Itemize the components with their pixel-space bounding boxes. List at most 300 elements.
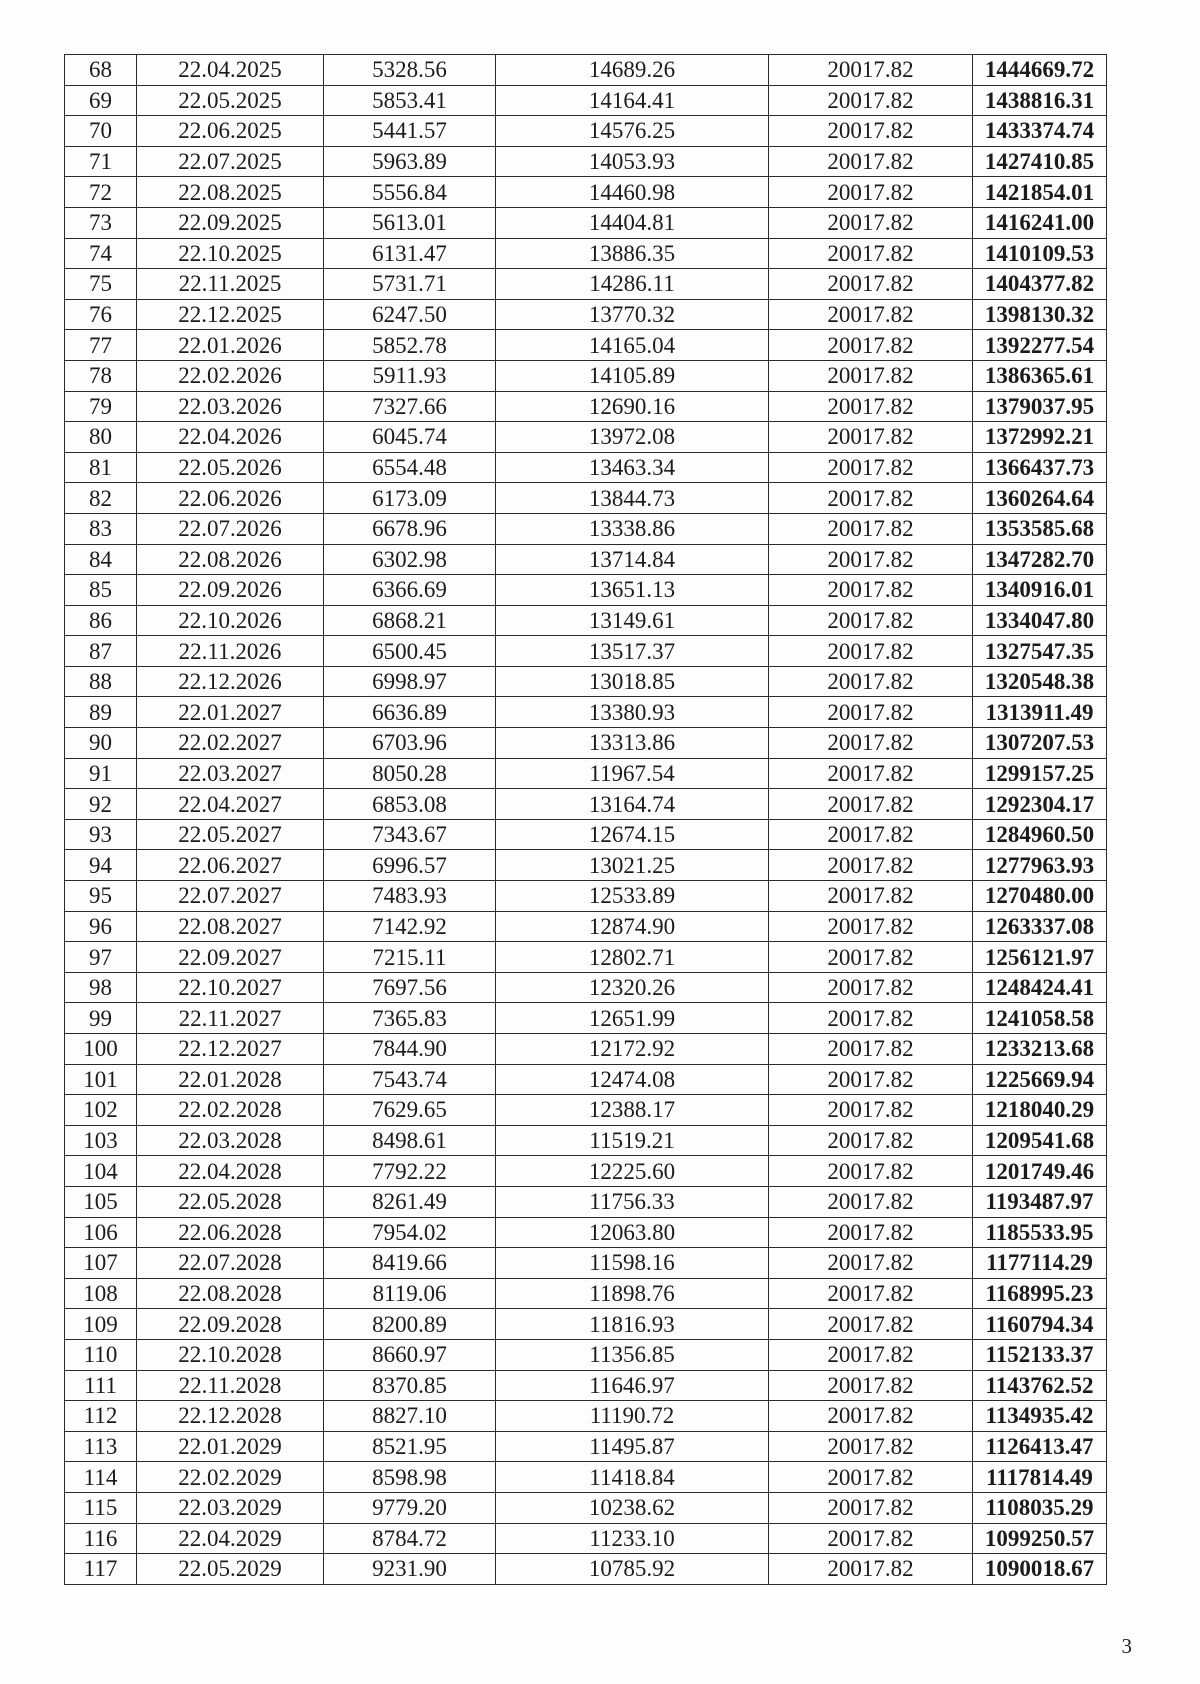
payment-total-cell: 20017.82 — [769, 1248, 973, 1279]
payment-date-cell: 22.07.2027 — [137, 881, 324, 912]
principal-amount-cell: 6996.57 — [324, 850, 496, 881]
payment-date-cell: 22.08.2025 — [137, 177, 324, 208]
interest-amount-cell: 14460.98 — [496, 177, 769, 208]
payment-date-cell: 22.11.2025 — [137, 269, 324, 300]
principal-amount-cell: 8827.10 — [324, 1401, 496, 1432]
table-row — [65, 575, 1107, 606]
principal-amount-cell: 6636.89 — [324, 697, 496, 728]
payment-number-cell: 93 — [65, 819, 137, 850]
payment-total-cell: 20017.82 — [769, 911, 973, 942]
payment-total-cell: 20017.82 — [769, 1125, 973, 1156]
payment-total-cell: 20017.82 — [769, 207, 973, 238]
interest-amount-cell: 11519.21 — [496, 1125, 769, 1156]
principal-amount-cell: 8521.95 — [324, 1431, 496, 1462]
page-number: 3 — [1121, 1634, 1132, 1658]
payment-number-cell: 108 — [65, 1278, 137, 1309]
principal-amount-cell: 7327.66 — [324, 391, 496, 422]
payment-date-cell: 22.05.2029 — [137, 1554, 324, 1585]
remaining-balance-cell: 1366437.73 — [973, 452, 1107, 483]
table-row — [65, 483, 1107, 514]
remaining-balance-cell: 1256121.97 — [973, 942, 1107, 973]
payment-number-cell: 103 — [65, 1125, 137, 1156]
principal-amount-cell: 7543.74 — [324, 1064, 496, 1095]
principal-amount-cell: 6045.74 — [324, 422, 496, 453]
payment-total-cell: 20017.82 — [769, 422, 973, 453]
payment-number-cell: 91 — [65, 758, 137, 789]
payment-total-cell: 20017.82 — [769, 1064, 973, 1095]
payment-number-cell: 74 — [65, 238, 137, 269]
payment-total-cell: 20017.82 — [769, 666, 973, 697]
table-row — [65, 299, 1107, 330]
interest-amount-cell: 13380.93 — [496, 697, 769, 728]
table-row — [65, 789, 1107, 820]
payment-date-cell: 22.09.2026 — [137, 575, 324, 606]
interest-amount-cell: 12690.16 — [496, 391, 769, 422]
remaining-balance-cell: 1270480.00 — [973, 881, 1107, 912]
table-row — [65, 1309, 1107, 1340]
remaining-balance-cell: 1160794.34 — [973, 1309, 1107, 1340]
interest-amount-cell: 12533.89 — [496, 881, 769, 912]
payment-number-cell: 85 — [65, 575, 137, 606]
principal-amount-cell: 7483.93 — [324, 881, 496, 912]
payment-date-cell: 22.02.2026 — [137, 360, 324, 391]
payment-number-cell: 80 — [65, 422, 137, 453]
remaining-balance-cell: 1360264.64 — [973, 483, 1107, 514]
payment-total-cell: 20017.82 — [769, 1309, 973, 1340]
payment-total-cell: 20017.82 — [769, 972, 973, 1003]
payment-total-cell: 20017.82 — [769, 1278, 973, 1309]
payment-total-cell: 20017.82 — [769, 1370, 973, 1401]
interest-amount-cell: 14165.04 — [496, 330, 769, 361]
payment-total-cell: 20017.82 — [769, 391, 973, 422]
table-row — [65, 697, 1107, 728]
remaining-balance-cell: 1386365.61 — [973, 360, 1107, 391]
interest-amount-cell: 11356.85 — [496, 1339, 769, 1370]
payment-date-cell: 22.03.2027 — [137, 758, 324, 789]
table-row — [65, 116, 1107, 147]
payment-total-cell: 20017.82 — [769, 1034, 973, 1065]
payment-number-cell: 70 — [65, 116, 137, 147]
principal-amount-cell: 6131.47 — [324, 238, 496, 269]
payment-total-cell: 20017.82 — [769, 850, 973, 881]
remaining-balance-cell: 1263337.08 — [973, 911, 1107, 942]
remaining-balance-cell: 1404377.82 — [973, 269, 1107, 300]
remaining-balance-cell: 1379037.95 — [973, 391, 1107, 422]
interest-amount-cell: 14053.93 — [496, 146, 769, 177]
remaining-balance-cell: 1299157.25 — [973, 758, 1107, 789]
payment-date-cell: 22.08.2028 — [137, 1278, 324, 1309]
payment-date-cell: 22.07.2026 — [137, 513, 324, 544]
payment-date-cell: 22.03.2028 — [137, 1125, 324, 1156]
payment-schedule-table — [64, 54, 1107, 1585]
payment-total-cell: 20017.82 — [769, 819, 973, 850]
payment-number-cell: 96 — [65, 911, 137, 942]
payment-number-cell: 111 — [65, 1370, 137, 1401]
table-row — [65, 1339, 1107, 1370]
interest-amount-cell: 13313.86 — [496, 728, 769, 759]
interest-amount-cell: 11190.72 — [496, 1401, 769, 1432]
remaining-balance-cell: 1398130.32 — [973, 299, 1107, 330]
principal-amount-cell: 8419.66 — [324, 1248, 496, 1279]
payment-number-cell: 71 — [65, 146, 137, 177]
table-row — [65, 1003, 1107, 1034]
interest-amount-cell: 11646.97 — [496, 1370, 769, 1401]
table-row — [65, 911, 1107, 942]
table-row — [65, 728, 1107, 759]
payment-date-cell: 22.07.2025 — [137, 146, 324, 177]
remaining-balance-cell: 1233213.68 — [973, 1034, 1107, 1065]
principal-amount-cell: 6247.50 — [324, 299, 496, 330]
payment-number-cell: 113 — [65, 1431, 137, 1462]
principal-amount-cell: 8200.89 — [324, 1309, 496, 1340]
remaining-balance-cell: 1427410.85 — [973, 146, 1107, 177]
payment-total-cell: 20017.82 — [769, 1401, 973, 1432]
table-row — [65, 1095, 1107, 1126]
payment-number-cell: 72 — [65, 177, 137, 208]
payment-date-cell: 22.10.2028 — [137, 1339, 324, 1370]
table-row — [65, 1156, 1107, 1187]
payment-date-cell: 22.04.2027 — [137, 789, 324, 820]
payment-date-cell: 22.11.2027 — [137, 1003, 324, 1034]
principal-amount-cell: 5852.78 — [324, 330, 496, 361]
payment-date-cell: 22.05.2025 — [137, 85, 324, 116]
remaining-balance-cell: 1117814.49 — [973, 1462, 1107, 1493]
remaining-balance-cell: 1134935.42 — [973, 1401, 1107, 1432]
table-row — [65, 1248, 1107, 1279]
interest-amount-cell: 14105.89 — [496, 360, 769, 391]
table-row — [65, 972, 1107, 1003]
payment-date-cell: 22.05.2027 — [137, 819, 324, 850]
remaining-balance-cell: 1177114.29 — [973, 1248, 1107, 1279]
remaining-balance-cell: 1126413.47 — [973, 1431, 1107, 1462]
payment-total-cell: 20017.82 — [769, 1156, 973, 1187]
remaining-balance-cell: 1193487.97 — [973, 1186, 1107, 1217]
payment-number-cell: 114 — [65, 1462, 137, 1493]
payment-number-cell: 79 — [65, 391, 137, 422]
interest-amount-cell: 13714.84 — [496, 544, 769, 575]
principal-amount-cell: 6868.21 — [324, 605, 496, 636]
payment-total-cell: 20017.82 — [769, 55, 973, 86]
interest-amount-cell: 11495.87 — [496, 1431, 769, 1462]
payment-total-cell: 20017.82 — [769, 697, 973, 728]
table-row — [65, 207, 1107, 238]
interest-amount-cell: 13149.61 — [496, 605, 769, 636]
principal-amount-cell: 7792.22 — [324, 1156, 496, 1187]
table-row — [65, 881, 1107, 912]
interest-amount-cell: 12320.26 — [496, 972, 769, 1003]
table-row — [65, 544, 1107, 575]
payment-number-cell: 68 — [65, 55, 137, 86]
payment-total-cell: 20017.82 — [769, 269, 973, 300]
interest-amount-cell: 12225.60 — [496, 1156, 769, 1187]
table-row — [65, 1064, 1107, 1095]
remaining-balance-cell: 1108035.29 — [973, 1492, 1107, 1523]
payment-number-cell: 105 — [65, 1186, 137, 1217]
principal-amount-cell: 6366.69 — [324, 575, 496, 606]
payment-number-cell: 107 — [65, 1248, 137, 1279]
payment-date-cell: 22.07.2028 — [137, 1248, 324, 1279]
payment-number-cell: 92 — [65, 789, 137, 820]
remaining-balance-cell: 1421854.01 — [973, 177, 1107, 208]
payment-date-cell: 22.01.2029 — [137, 1431, 324, 1462]
remaining-balance-cell: 1201749.46 — [973, 1156, 1107, 1187]
interest-amount-cell: 13338.86 — [496, 513, 769, 544]
principal-amount-cell: 5731.71 — [324, 269, 496, 300]
payment-number-cell: 75 — [65, 269, 137, 300]
payment-date-cell: 22.09.2027 — [137, 942, 324, 973]
principal-amount-cell: 6173.09 — [324, 483, 496, 514]
table-row — [65, 513, 1107, 544]
interest-amount-cell: 13844.73 — [496, 483, 769, 514]
payment-total-cell: 20017.82 — [769, 513, 973, 544]
interest-amount-cell: 11756.33 — [496, 1186, 769, 1217]
remaining-balance-cell: 1248424.41 — [973, 972, 1107, 1003]
principal-amount-cell: 6554.48 — [324, 452, 496, 483]
table-row — [65, 666, 1107, 697]
interest-amount-cell: 14164.41 — [496, 85, 769, 116]
payment-total-cell: 20017.82 — [769, 116, 973, 147]
payment-number-cell: 94 — [65, 850, 137, 881]
payment-date-cell: 22.12.2025 — [137, 299, 324, 330]
payment-total-cell: 20017.82 — [769, 330, 973, 361]
interest-amount-cell: 11898.76 — [496, 1278, 769, 1309]
principal-amount-cell: 5556.84 — [324, 177, 496, 208]
payment-total-cell: 20017.82 — [769, 1217, 973, 1248]
interest-amount-cell: 12172.92 — [496, 1034, 769, 1065]
payment-total-cell: 20017.82 — [769, 1523, 973, 1554]
payment-total-cell: 20017.82 — [769, 452, 973, 483]
interest-amount-cell: 14404.81 — [496, 207, 769, 238]
payment-number-cell: 115 — [65, 1492, 137, 1523]
remaining-balance-cell: 1372992.21 — [973, 422, 1107, 453]
principal-amount-cell: 6678.96 — [324, 513, 496, 544]
table-row — [65, 452, 1107, 483]
payment-total-cell: 20017.82 — [769, 1003, 973, 1034]
table-row — [65, 605, 1107, 636]
table-row — [65, 177, 1107, 208]
principal-amount-cell: 5911.93 — [324, 360, 496, 391]
table-row — [65, 1186, 1107, 1217]
table-row — [65, 1370, 1107, 1401]
interest-amount-cell: 12388.17 — [496, 1095, 769, 1126]
payment-number-cell: 86 — [65, 605, 137, 636]
principal-amount-cell: 7365.83 — [324, 1003, 496, 1034]
principal-amount-cell: 8261.49 — [324, 1186, 496, 1217]
interest-amount-cell: 13517.37 — [496, 636, 769, 667]
principal-amount-cell: 5328.56 — [324, 55, 496, 86]
payment-total-cell: 20017.82 — [769, 360, 973, 391]
payment-date-cell: 22.12.2026 — [137, 666, 324, 697]
payment-date-cell: 22.08.2027 — [137, 911, 324, 942]
payment-total-cell: 20017.82 — [769, 1431, 973, 1462]
payment-total-cell: 20017.82 — [769, 758, 973, 789]
payment-number-cell: 76 — [65, 299, 137, 330]
remaining-balance-cell: 1185533.95 — [973, 1217, 1107, 1248]
table-row — [65, 1554, 1107, 1585]
remaining-balance-cell: 1416241.00 — [973, 207, 1107, 238]
interest-amount-cell: 13651.13 — [496, 575, 769, 606]
table-row — [65, 269, 1107, 300]
principal-amount-cell: 8660.97 — [324, 1339, 496, 1370]
payment-date-cell: 22.04.2026 — [137, 422, 324, 453]
principal-amount-cell: 8370.85 — [324, 1370, 496, 1401]
payment-number-cell: 97 — [65, 942, 137, 973]
remaining-balance-cell: 1347282.70 — [973, 544, 1107, 575]
payment-date-cell: 22.03.2026 — [137, 391, 324, 422]
interest-amount-cell: 13972.08 — [496, 422, 769, 453]
interest-amount-cell: 14576.25 — [496, 116, 769, 147]
payment-date-cell: 22.02.2029 — [137, 1462, 324, 1493]
payment-date-cell: 22.08.2026 — [137, 544, 324, 575]
principal-amount-cell: 5963.89 — [324, 146, 496, 177]
payment-total-cell: 20017.82 — [769, 636, 973, 667]
payment-date-cell: 22.11.2026 — [137, 636, 324, 667]
remaining-balance-cell: 1433374.74 — [973, 116, 1107, 147]
payment-total-cell: 20017.82 — [769, 881, 973, 912]
payment-date-cell: 22.05.2026 — [137, 452, 324, 483]
payment-total-cell: 20017.82 — [769, 789, 973, 820]
payment-date-cell: 22.04.2029 — [137, 1523, 324, 1554]
principal-amount-cell: 7142.92 — [324, 911, 496, 942]
interest-amount-cell: 12874.90 — [496, 911, 769, 942]
payment-date-cell: 22.01.2027 — [137, 697, 324, 728]
interest-amount-cell: 13018.85 — [496, 666, 769, 697]
table-row — [65, 85, 1107, 116]
table-row — [65, 1431, 1107, 1462]
payment-total-cell: 20017.82 — [769, 544, 973, 575]
table-row — [65, 1125, 1107, 1156]
payment-date-cell: 22.11.2028 — [137, 1370, 324, 1401]
interest-amount-cell: 13164.74 — [496, 789, 769, 820]
payment-total-cell: 20017.82 — [769, 1462, 973, 1493]
remaining-balance-cell: 1340916.01 — [973, 575, 1107, 606]
payment-total-cell: 20017.82 — [769, 299, 973, 330]
payment-date-cell: 22.12.2027 — [137, 1034, 324, 1065]
payment-number-cell: 81 — [65, 452, 137, 483]
payment-date-cell: 22.02.2027 — [137, 728, 324, 759]
interest-amount-cell: 13770.32 — [496, 299, 769, 330]
table-row — [65, 1492, 1107, 1523]
payment-number-cell: 109 — [65, 1309, 137, 1340]
principal-amount-cell: 7343.67 — [324, 819, 496, 850]
principal-amount-cell: 5441.57 — [324, 116, 496, 147]
principal-amount-cell: 6853.08 — [324, 789, 496, 820]
interest-amount-cell: 13021.25 — [496, 850, 769, 881]
remaining-balance-cell: 1307207.53 — [973, 728, 1107, 759]
payment-date-cell: 22.12.2028 — [137, 1401, 324, 1432]
remaining-balance-cell: 1410109.53 — [973, 238, 1107, 269]
principal-amount-cell: 8784.72 — [324, 1523, 496, 1554]
interest-amount-cell: 11967.54 — [496, 758, 769, 789]
principal-amount-cell: 8119.06 — [324, 1278, 496, 1309]
payment-number-cell: 84 — [65, 544, 137, 575]
payment-date-cell: 22.06.2027 — [137, 850, 324, 881]
interest-amount-cell: 12474.08 — [496, 1064, 769, 1095]
remaining-balance-cell: 1438816.31 — [973, 85, 1107, 116]
payment-number-cell: 77 — [65, 330, 137, 361]
payment-number-cell: 99 — [65, 1003, 137, 1034]
payment-number-cell: 116 — [65, 1523, 137, 1554]
interest-amount-cell: 13463.34 — [496, 452, 769, 483]
interest-amount-cell: 14689.26 — [496, 55, 769, 86]
payment-number-cell: 104 — [65, 1156, 137, 1187]
payment-number-cell: 87 — [65, 636, 137, 667]
principal-amount-cell: 7629.65 — [324, 1095, 496, 1126]
table-row — [65, 146, 1107, 177]
table-row — [65, 1217, 1107, 1248]
payment-number-cell: 83 — [65, 513, 137, 544]
interest-amount-cell: 10785.92 — [496, 1554, 769, 1585]
interest-amount-cell: 11816.93 — [496, 1309, 769, 1340]
principal-amount-cell: 9231.90 — [324, 1554, 496, 1585]
table-row — [65, 55, 1107, 86]
principal-amount-cell: 5853.41 — [324, 85, 496, 116]
remaining-balance-cell: 1099250.57 — [973, 1523, 1107, 1554]
principal-amount-cell: 6703.96 — [324, 728, 496, 759]
remaining-balance-cell: 1444669.72 — [973, 55, 1107, 86]
payment-number-cell: 112 — [65, 1401, 137, 1432]
principal-amount-cell: 8598.98 — [324, 1462, 496, 1493]
payment-number-cell: 117 — [65, 1554, 137, 1585]
payment-total-cell: 20017.82 — [769, 1554, 973, 1585]
remaining-balance-cell: 1152133.37 — [973, 1339, 1107, 1370]
remaining-balance-cell: 1090018.67 — [973, 1554, 1107, 1585]
table-row — [65, 360, 1107, 391]
remaining-balance-cell: 1209541.68 — [973, 1125, 1107, 1156]
remaining-balance-cell: 1284960.50 — [973, 819, 1107, 850]
remaining-balance-cell: 1292304.17 — [973, 789, 1107, 820]
payment-total-cell: 20017.82 — [769, 146, 973, 177]
remaining-balance-cell: 1313911.49 — [973, 697, 1107, 728]
table-row — [65, 238, 1107, 269]
payment-total-cell: 20017.82 — [769, 605, 973, 636]
payment-date-cell: 22.10.2025 — [137, 238, 324, 269]
principal-amount-cell: 6500.45 — [324, 636, 496, 667]
payment-number-cell: 78 — [65, 360, 137, 391]
interest-amount-cell: 11418.84 — [496, 1462, 769, 1493]
interest-amount-cell: 14286.11 — [496, 269, 769, 300]
payment-number-cell: 90 — [65, 728, 137, 759]
payment-date-cell: 22.05.2028 — [137, 1186, 324, 1217]
payment-date-cell: 22.01.2026 — [137, 330, 324, 361]
principal-amount-cell: 7954.02 — [324, 1217, 496, 1248]
remaining-balance-cell: 1334047.80 — [973, 605, 1107, 636]
table-row — [65, 391, 1107, 422]
payment-total-cell: 20017.82 — [769, 1339, 973, 1370]
payment-number-cell: 69 — [65, 85, 137, 116]
payment-number-cell: 106 — [65, 1217, 137, 1248]
table-row — [65, 758, 1107, 789]
payment-date-cell: 22.03.2029 — [137, 1492, 324, 1523]
table-row — [65, 1462, 1107, 1493]
principal-amount-cell: 9779.20 — [324, 1492, 496, 1523]
payment-total-cell: 20017.82 — [769, 1186, 973, 1217]
payment-date-cell: 22.06.2026 — [137, 483, 324, 514]
payment-number-cell: 73 — [65, 207, 137, 238]
payment-schedule-body — [65, 55, 1107, 1585]
payment-number-cell: 102 — [65, 1095, 137, 1126]
payment-number-cell: 89 — [65, 697, 137, 728]
principal-amount-cell: 7697.56 — [324, 972, 496, 1003]
payment-total-cell: 20017.82 — [769, 575, 973, 606]
payment-number-cell: 95 — [65, 881, 137, 912]
interest-amount-cell: 13886.35 — [496, 238, 769, 269]
payment-number-cell: 101 — [65, 1064, 137, 1095]
table-row — [65, 636, 1107, 667]
remaining-balance-cell: 1392277.54 — [973, 330, 1107, 361]
table-row — [65, 942, 1107, 973]
payment-total-cell: 20017.82 — [769, 942, 973, 973]
